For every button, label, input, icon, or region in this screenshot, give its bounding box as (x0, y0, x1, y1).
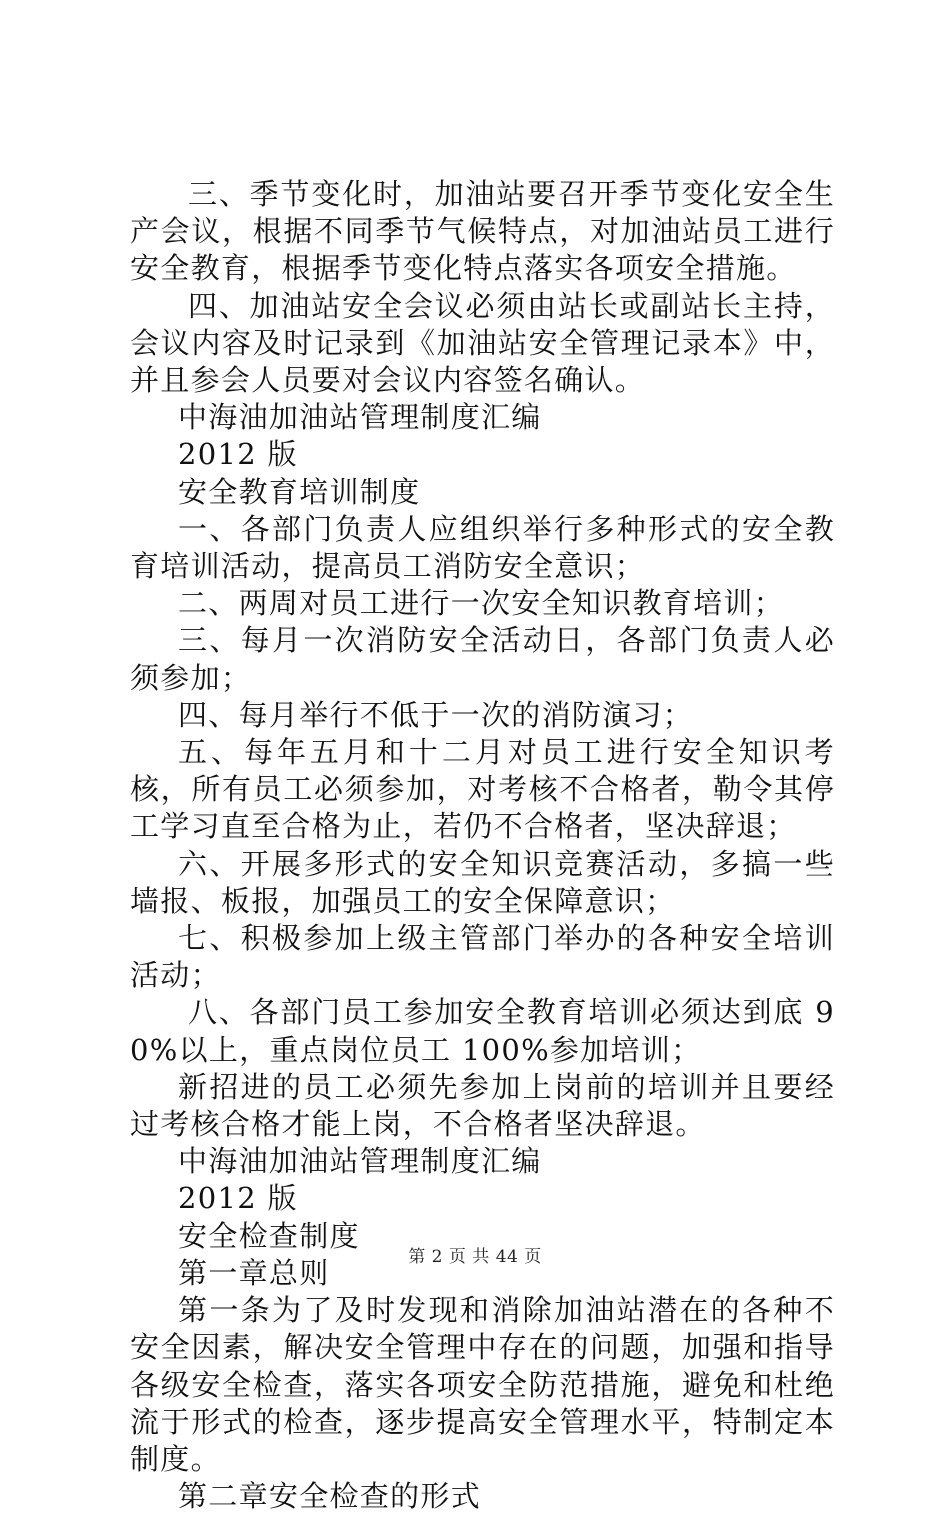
paragraph-training-8: 八、各部门员工参加安全教育培训必须达到底 90%以上，重点岗位员工 100%参加培训； (130, 995, 835, 1067)
paragraph-training-3: 三、每月一次消防安全活动日，各部门负责人必须参加； (130, 623, 835, 695)
section-title-inspection: 安全检查制度 (178, 1218, 360, 1253)
paragraph-edition-2: 2012 版 (178, 1181, 298, 1216)
paragraph-season-meeting: 三、季节变化时，加油站要召开季节变化安全生产会议，根据不同季节气候特点，对加油站员工进行安全教育，根据季节变化特点落实各项安全措施。 (130, 177, 835, 286)
page-footer: 第 2 页 共 44 页 (408, 1247, 542, 1267)
document-body (130, 176, 835, 1515)
paragraph-compilation-title: 中海油加油站管理制度汇编 (178, 400, 542, 435)
chapter-title-general: 第一章总则 (178, 1255, 330, 1290)
chapter-title-inspection-forms: 第二章安全检查的形式 (178, 1479, 482, 1514)
paragraph-training-6: 六、开展多形式的安全知识竞赛活动，多搞一些墙报、板报，加强员工的安全保障意识； (130, 846, 835, 918)
paragraph-article-1: 第一条为了及时发现和消除加油站潜在的各种不安全因素，解决安全管理中存在的问题，加强和指导各级安全检查，落实各项安全防范措施，避免和杜绝流于形式的检查，逐步提高安全管理水平，特制定本制度。 (130, 1293, 835, 1476)
paragraph-training-2: 二、两周对员工进行一次安全知识教育培训； (178, 586, 785, 621)
paragraph-training-5: 五、每年五月和十二月对员工进行安全知识考核，所有员工必须参加，对考核不合格者，勒令其停工学习直至合格为止，若仍不合格者，坚决辞退； (130, 735, 835, 844)
section-title-training: 安全教育培训制度 (178, 474, 421, 509)
paragraph-meeting-host: 四、加油站安全会议必须由站长或副站长主持，会议内容及时记录到《加油站安全管理记录本》中，并且参会人员要对会议内容签名确认。 (130, 288, 835, 398)
paragraph-training-7: 七、积极参加上级主管部门举办的各种安全培训活动； (130, 921, 835, 993)
paragraph-training-1: 一、各部门负责人应组织举行多种形式的安全教育培训活动，提高员工消防安全意识； (130, 511, 835, 584)
paragraph-compilation-title-2: 中海油加油站管理制度汇编 (178, 1144, 542, 1179)
paragraph-training-4: 四、每月举行不低于一次的消防演习； (178, 697, 694, 732)
paragraph-new-staff: 新招进的员工必须先参加上岗前的培训并且要经过考核合格才能上岗，不合格者坚决辞退。 (130, 1069, 835, 1142)
paragraph-edition: 2012 版 (178, 437, 298, 472)
